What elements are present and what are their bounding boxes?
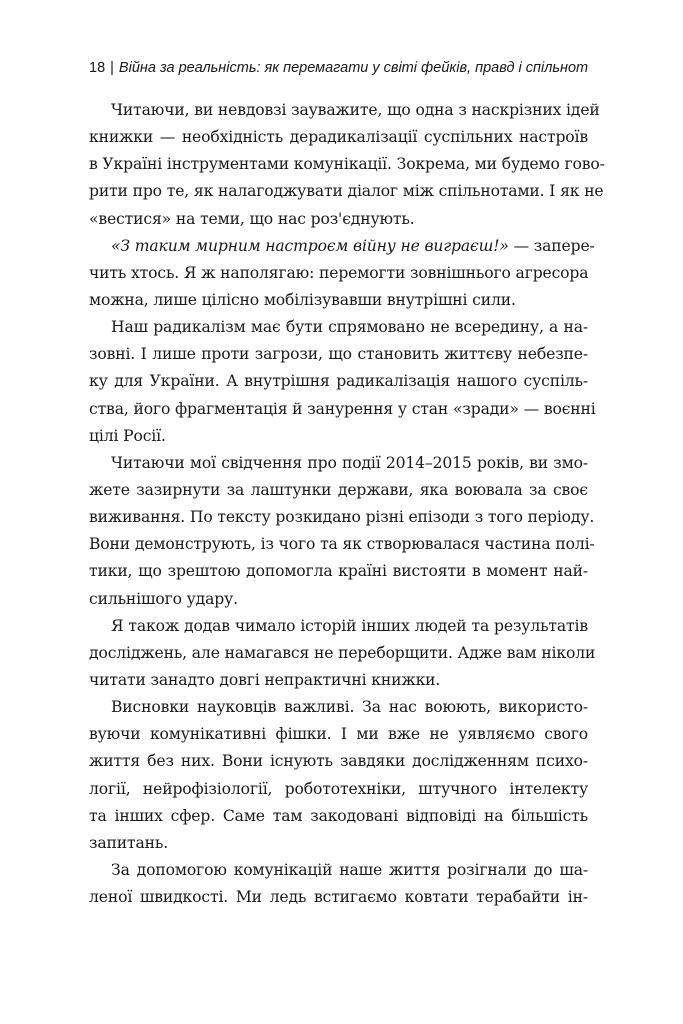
text-line: в Україні інструментами комунікації. Зокрема, ми будемо гово-: [89, 155, 605, 174]
paragraph-3: [89, 314, 596, 450]
text-line: життя без них. Вони існують завдяки дослідженням психо-: [89, 752, 588, 771]
paragraph-1: [89, 97, 605, 233]
text-line: [89, 233, 595, 260]
text-line: Наш радикалізм має бути спрямовано не всередину, а на-: [111, 318, 588, 337]
text-line: тики, що зрештою допомогла країні вистояти в момент най-: [89, 562, 588, 581]
text-line: Я також додав чимало історій інших людей та результатів: [111, 616, 588, 635]
text-line: ства, його фрагментація й занурення у стан «зради» — воєнні: [89, 399, 596, 418]
text-line: можна, лише цілісно мобілізувавши внутрішні сили.: [89, 290, 516, 309]
text-line: досліджень, але намагався не переборщити. Адже вам ніколи: [89, 643, 596, 662]
text-line: За допомогою комунікацій наше життя розігнали до ша-: [111, 860, 588, 879]
text-fragment: — запере-: [508, 236, 595, 255]
page-number: 18: [89, 60, 106, 76]
paragraph-5: [89, 613, 596, 694]
paragraph-7: [89, 857, 588, 911]
paragraph-4: [89, 450, 595, 613]
running-head: [89, 58, 589, 78]
text-line: Вони демонструють, із чого та як створювалася частина полі-: [89, 535, 595, 554]
body-text: [89, 97, 605, 911]
text-line: рити про те, як налагоджувати діалог між спільнотами. І як не: [89, 182, 604, 201]
text-line: та інших сфер. Саме там закодовані відповіді на більшість: [89, 806, 588, 825]
text-line: вуючи комунікативні фішки. І ми вже не уявляємо свого: [89, 725, 588, 744]
text-line: Читаючи, ви невдовзі зауважите, що одна з наскрізних ідей: [111, 101, 600, 119]
text-line: зовні. І лише проти загрози, що становить життєву небезпе-: [89, 345, 588, 364]
header-separator: |: [110, 60, 114, 76]
book-title: Війна за реальність: як перемагати у світі фейків, правд і спільнот: [118, 60, 589, 76]
text-line: книжки — необхідність дерадикалізації суспільних настроїв: [89, 128, 588, 147]
text-line: жете зазирнути за лаштунки держави, яка воювала за своє: [89, 480, 588, 499]
text-line: «вестися» на теми, що нас роз'єднують.: [89, 209, 415, 228]
text-line: леної швидкості. Ми ледь встигаємо ковтати терабайти ін-: [89, 888, 588, 907]
paragraph-2: [89, 233, 595, 314]
text-line: виживання. По тексту розкидано різні епізоди з того періоду.: [89, 508, 595, 527]
text-line: цілі Росії.: [89, 426, 166, 445]
paragraph-6: [89, 694, 588, 857]
text-line: чить хтось. Я ж наполягаю: перемогти зовнішнього агресора: [89, 263, 589, 282]
text-line: логії, нейрофізіології, робототехніки, штучного інтелекту: [89, 779, 588, 798]
text-line: Висновки науковців важливі. За нас воюють, використо-: [111, 698, 588, 717]
text-line: запитань.: [89, 833, 169, 852]
text-line: сильнішого удару.: [89, 589, 238, 608]
text-line: читати занадто довгі непрактичні книжки.: [89, 670, 441, 689]
text-line: Читаючи мої свідчення про події 2014–2015 років, ви змо-: [111, 453, 588, 472]
text-line: ку для України. А внутрішня радикалізація нашого суспіль-: [89, 372, 588, 391]
quote-text: «З таким мирним настроєм війну не виграєш!»: [111, 236, 509, 255]
